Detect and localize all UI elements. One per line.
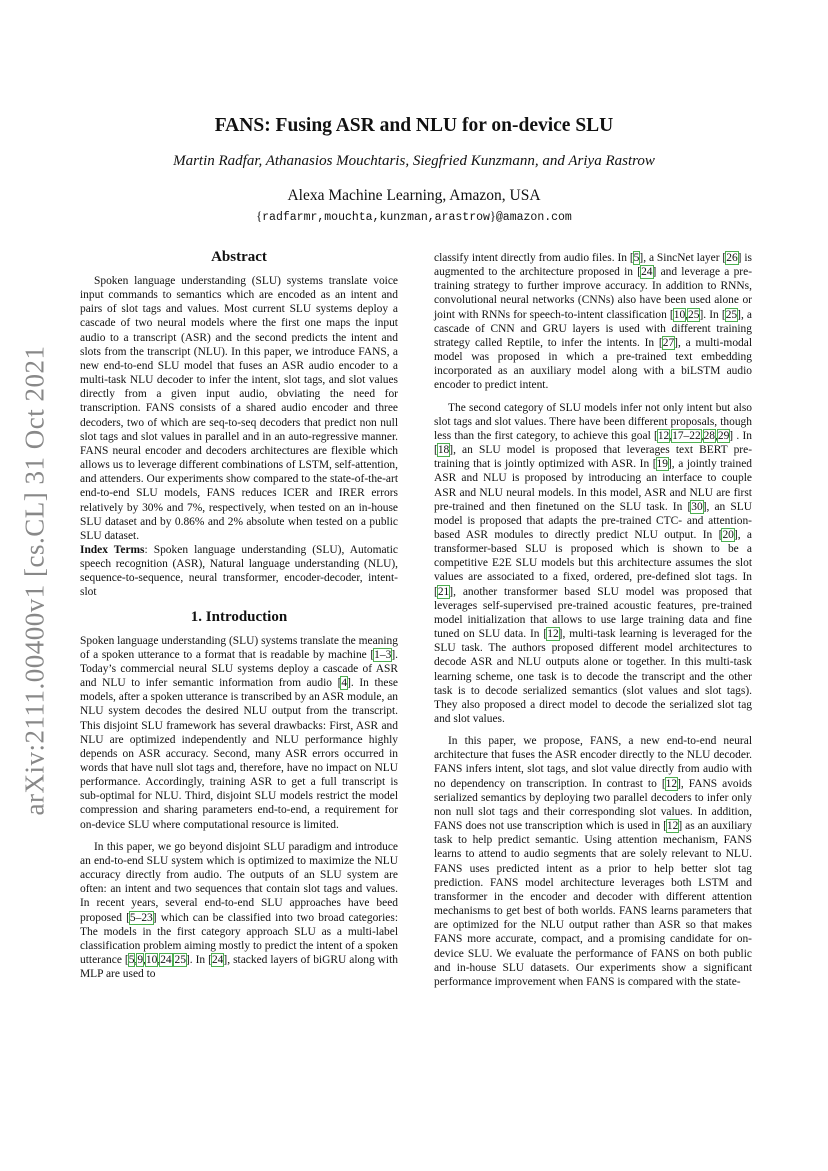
citation-link[interactable]: 21 (437, 585, 450, 598)
intro-paragraph-4: In this paper, we propose, FANS, a new end-to-end neural architecture that fuses the ASR encoder directly to the NLU decoder. FANS infers intent, slot tags, and slot value directly from audio with no dependency on transcription. In contrast to [12], FANS avoids serialized semantics by deploying two parallel decoders to infer only non null slot tags and their corresponding slot values. In addition, FANS does not use transcription which is used in [12] as an auxiliary task to help predict semantic. Using attention mechanism, FANS learns to attend to audio segments that are solely relevant to NLU. FANS uses predicted intent as a prior to help better slot tag prediction. FANS model architecture leverages both LSTM and transformer in the encoder and decoder with different attention mechanisms to get best of both worlds. FANS learns parameters that are optimized for the NLU output rather than ASR so that makes FANS more accurate, compact, and a promising candidate for on-device SLU. We evaluate the performance of FANS on both public and in-house SLU datasets. Our experiments show a significant performance improvement when FANS is compared with the state- (434, 735, 753, 988)
citation-link[interactable]: 10 (145, 954, 158, 967)
index-terms-text: : Spoken language understanding (SLU), Automatic speech recognition (ASR), Natural language understanding (NLU), sequence-to-sequence, neural transformer, encoder-decoder, intent-slot (80, 543, 398, 599)
email-domain: @amazon.com (495, 211, 572, 224)
citation-link[interactable]: 12 (666, 820, 679, 833)
intro-paragraph-3: The second category of SLU models infer not only intent but also slot tags and slot values. There have been different proposals, though less than the first category, to achieve this goal [12,17–22,28,29] . In [18], an SLU model is proposed that leverages text BERT pre-training that is jointly optimized with ASR. In [19], a jointly trained ASR and NLU is proposed by introducing an interface to couple ASR and NLU neural models. In this model, ASR and NLU are first pre-trained and then finetuned on the SLU task. In [30], an SLU model is proposed that adapts the pre-trained CTC- and attention- based ASR modules to directly predict NLU output. In [20], a transformer-based SLU is proposed which is shown to be a competitive E2E SLU models but this architecture assumes the slot values are associated to a fixed, ordered, pre-defined slot tags. In [21], another transformer based SLU model was proposed that leverages self-supervised pre-trained acoustic features, pre-trained model initialization that allows to use large training data and fine tuned on SLU data. In [12], multi-task learning is leveraged for the SLU task. The authors proposed different model architectures to decode ASR and NLU outputs alone or together. In this multi-task learning scheme, one task is to decode the transcript and the other task is to decode serialized semantics (slot values and slot tags). They also proposed a direct model to decode the serialized slot tag and slot values. (434, 401, 753, 725)
intro-heading: 1. Introduction (190, 608, 288, 625)
email-brace-open: { (256, 209, 263, 223)
email-line (0, 209, 828, 224)
citation-link[interactable]: 24 (160, 954, 172, 967)
citation-link[interactable]: 12 (665, 777, 678, 790)
citation-link[interactable]: 9 (137, 954, 144, 967)
intro-paragraph-2: In this paper, we go beyond disjoint SLU paradigm and introduce an end-to-end SLU system which is optimized to maximize the NLU accuracy directly from audio. The outputs of an SLU system are often: an intent and two sequences that contain slot tags and values. In recent years, several end-to-end SLU approaches have beed proposed [5–23] which can be classified into two broad categories: The models in the first category approach SLU as a multi-label classification problem aiming mostly to predict the intent of a spoken utterance [5,9,10,24,25]. In [24], stacked layers of biGRU along with MLP are used to (80, 840, 399, 981)
citation-link[interactable]: 25 (688, 308, 700, 321)
email-brace-close: } (489, 209, 496, 223)
abstract-heading: Abstract (211, 249, 267, 265)
citation-link[interactable]: 5 (128, 954, 135, 967)
intro-paragraph-2-continued: classify intent directly from audio files. In [5], a SincNet layer [26] is augmented to the architecture proposed in [24] and leverage a pre-training strategy to further improve accuracy. In addition to RNNs, convolutional neural networks (CNNs) also have been used alone or joint with RNNs for speech-to-intent classification [10,25]. In [25], a cascade of CNN and GRU layers is used with different training strategy called Reptile, to infer the intents. In [27], a multi-modal model was proposed in which a pre-trained text embedding incorporated as an auxiliary model along with a biLSTM audio encoder to predict intent. (434, 252, 753, 392)
citation-link[interactable]: 20 (722, 528, 734, 541)
intro-paragraph-1: Spoken language understanding (SLU) systems translate the meaning of a spoken utterance to a format that is readable by machine [1–3]. Today’s commercial neural SLU systems deploy a cascade of ASR and NLU to infer semantic information from audio [4]. In these models, after a spoken utterance is transcribed by an ASR module, an NLU system decodes the desired NLU output from the transcript. This disjoint SLU framework has several drawbacks: First, ASR and NLU are optimized independently and NLU performance highly depends on ASR accuracy. Second, many ASR errors occurred in words that have null slot tags and, therefore, have no impact on NLU performance. Accordingly, training ASR to get a full transcript is sub-optimal for NLU. Third, disjoint SLU models restrict the model compression and sharing parameters end-to-end, a requirement for on-device SLU where computational resource is limited. (80, 634, 398, 831)
citation-link[interactable]: 18 (437, 444, 450, 457)
author-list: Martin Radfar, Athanasios Mouchtaris, Siegfried Kunzmann, and Ariya Rastrow (173, 153, 655, 169)
citation-link[interactable]: 4 (341, 677, 348, 690)
affiliation: Alexa Machine Learning, Amazon, USA (287, 187, 541, 204)
citation-link[interactable]: 25 (174, 954, 186, 967)
arxiv-identifier: arXiv:2111.00400v1 [cs.CL] 31 Oct 2021 (19, 345, 50, 816)
citation-link[interactable]: 30 (691, 500, 703, 513)
citation-link[interactable]: 24 (641, 266, 653, 279)
left-column (80, 248, 398, 981)
citation-link[interactable]: 5 (633, 252, 640, 264)
citation-link[interactable]: 19 (656, 458, 668, 471)
citation-link[interactable]: 5–23 (129, 911, 153, 924)
index-terms (80, 543, 398, 600)
citation-link[interactable]: 26 (726, 252, 738, 264)
citation-link[interactable]: 10 (673, 308, 686, 321)
citation-link[interactable]: 17–22 (672, 429, 701, 442)
citation-link[interactable]: 28 (703, 429, 715, 442)
citation-link[interactable]: 12 (657, 429, 670, 442)
citation-link[interactable]: 1–3 (374, 648, 392, 661)
citation-link[interactable]: 24 (211, 954, 224, 967)
abstract-text: Spoken language understanding (SLU) systems translate voice input commands to semantics which are encoded as an intent and pairs of slot tags and values. Most current SLU systems deploy a cascade of two neural models where the first one maps the input audio to a transcript (ASR) and the second predicts the intent and slots from the transcript (NLU). In this paper, we introduce FANS, a new end-to-end SLU model that fuses an ASR audio encoder to a multi-task NLU decoder to infer the intent, slot tags, and slot values directly from a given input audio, obviating the need for transcription. FANS consists of a shared audio encoder and three decoders, two of which are seq-to-seq decoders that predict non null slot tags and slot values in parallel and in an auto-regressive manner. FANS neural encoder and decoders architectures are flexible which allows us to leverage different combinations of LSTM, self-attention, and attenders. Our experiments show compared to the state-of-the-art end-to-end SLU models, FANS reduces ICER and IRER errors relatively by 30% and 7%, respectively, when tested on an in-house SLU dataset and by 0.86% and 2% absolute when tested on a public SLU dataset. (80, 275, 398, 542)
citation-link[interactable]: 29 (717, 429, 730, 442)
citation-link[interactable]: 25 (725, 308, 738, 321)
right-column (434, 251, 752, 989)
citation-link[interactable]: 12 (547, 628, 559, 641)
paper-title: FANS: Fusing ASR and NLU for on-device SLU (214, 115, 614, 136)
citation-link[interactable]: 27 (662, 336, 675, 349)
email-handles: radfarmr,mouchta,kunzman,arastrow (262, 211, 490, 224)
index-terms-label: Index Terms (80, 543, 145, 556)
